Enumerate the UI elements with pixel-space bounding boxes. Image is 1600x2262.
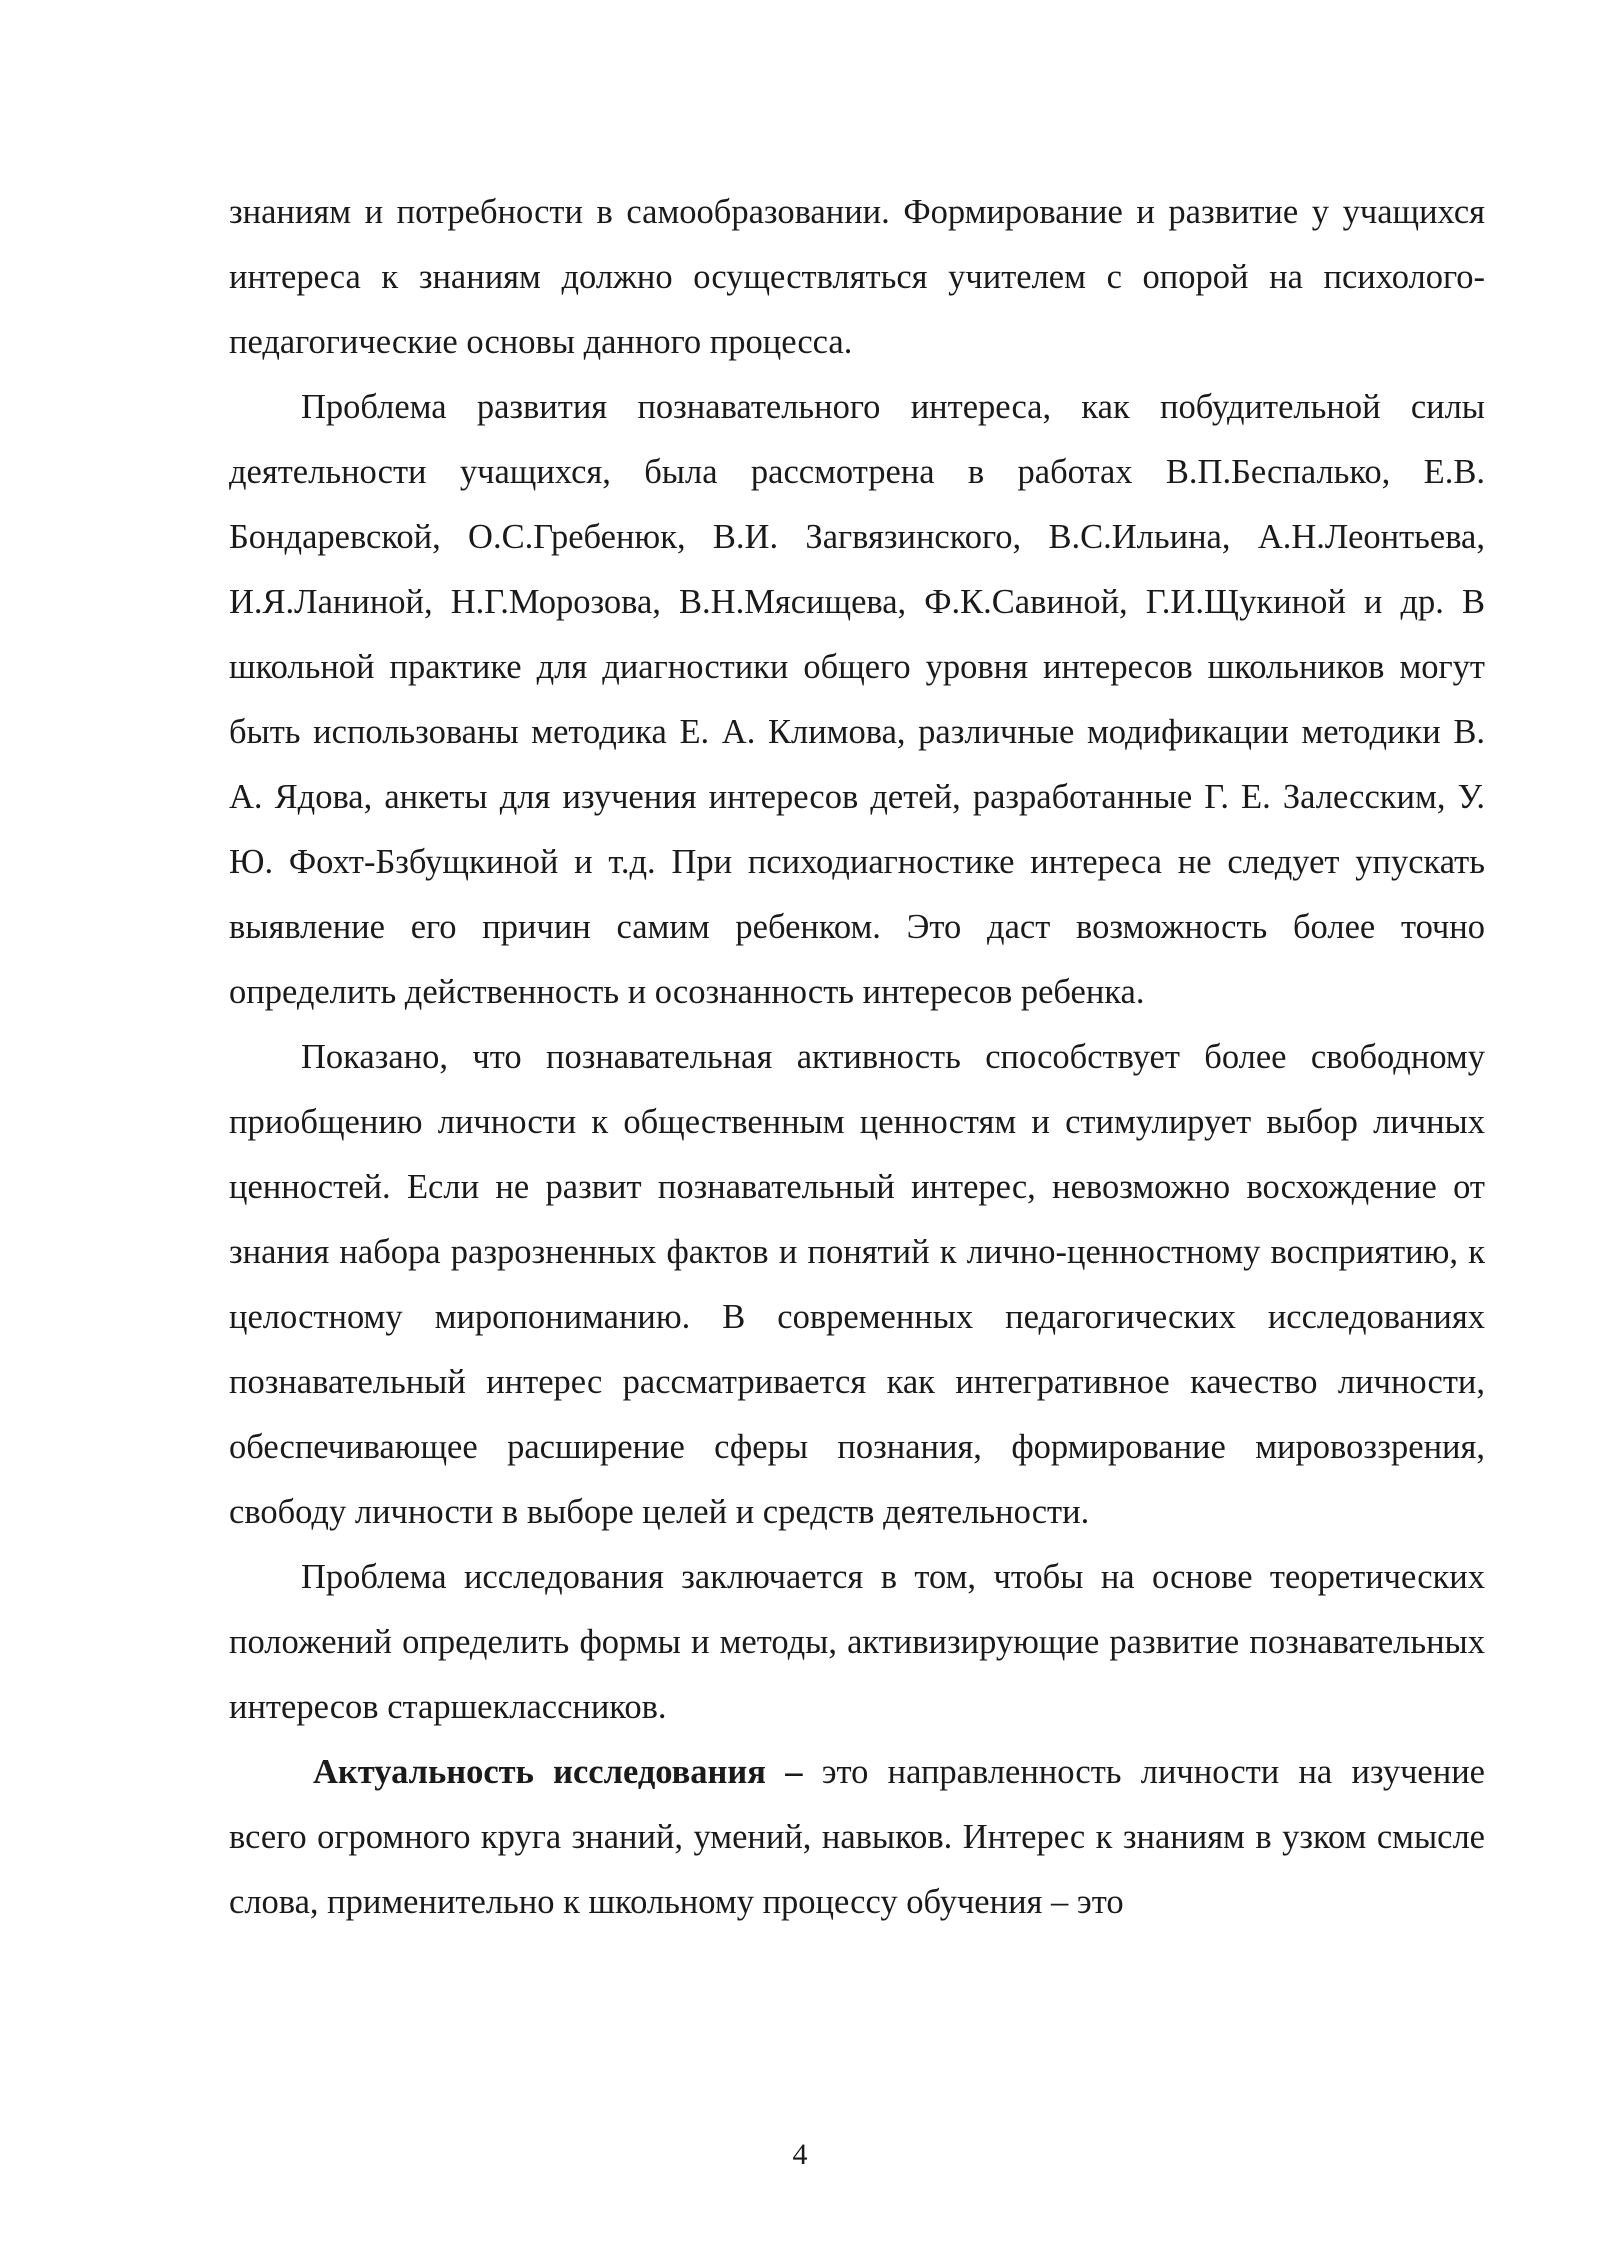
- paragraph-relevance: [229, 1740, 1485, 1935]
- relevance-text: это направленность личности на изучение всего огромного круга знаний, умений, навыков. Интерес к знаниям в узком смысле слова, применительно к школьному процессу обучения – это: [229, 1753, 1485, 1921]
- page-number: 4: [792, 2138, 808, 2171]
- paragraph-cognitive-activity: Показано, что познавательная активность способствует более свободному приобщению личности к общественным ценностям и стимулирует выбор личных ценностей. Если не развит познавательный интерес, невозможно восхождение от знания набора разрозненных фактов и понятий к лично-ценностному восприятию, к целостному миропониманию. В современных педагогических исследованиях познавательный интерес рассматривается как интегративное качество личности, обеспечивающее расширение сферы познания, формирование мировоззрения, свободу личности в выборе целей и средств деятельности.: [229, 1038, 1485, 1531]
- paragraph-research-problem: Проблема исследования заключается в том, чтобы на основе теоретических положений определить формы и методы, активизирующие развитие познавательных интересов старшеклассников.: [229, 1558, 1485, 1726]
- relevance-heading: Актуальность исследования –: [313, 1753, 803, 1791]
- paragraph-continuation: знаниям и потребности в самообразовании. Формирование и развитие у учащихся интереса к знаниям должно осуществляться учителем с опорой на психолого-педагогические основы данного процесса.: [229, 193, 1485, 361]
- body-text: [229, 180, 1485, 1935]
- paragraph-research-authors: Проблема развития познавательного интереса, как побудительной силы деятельности учащихся, была рассмотрена в работах В.П.Беспалько, Е.В. Бондаревской, О.С.Гребенюк, В.И. Загвязинского, В.С.Ильина, А.Н.Леонтьева, И.Я.Ланиной, Н.Г.Морозова, В.Н.Мясищева, Ф.К.Савиной, Г.И.Щукиной и др. В школьной практике для диагностики общего уровня интересов школьников могут быть использованы методика Е. А. Климова, различные модификации методики В. А. Ядова, анкеты для изучения интересов детей, разработанные Г. Е. Залесским, У. Ю. Фохт-Бзбущкиной и т.д. При психодиагностике интереса не следует упускать выявление его причин самим ребенком. Это даст возможность более точно определить действенность и осознанность интересов ребенка.: [229, 388, 1485, 1011]
